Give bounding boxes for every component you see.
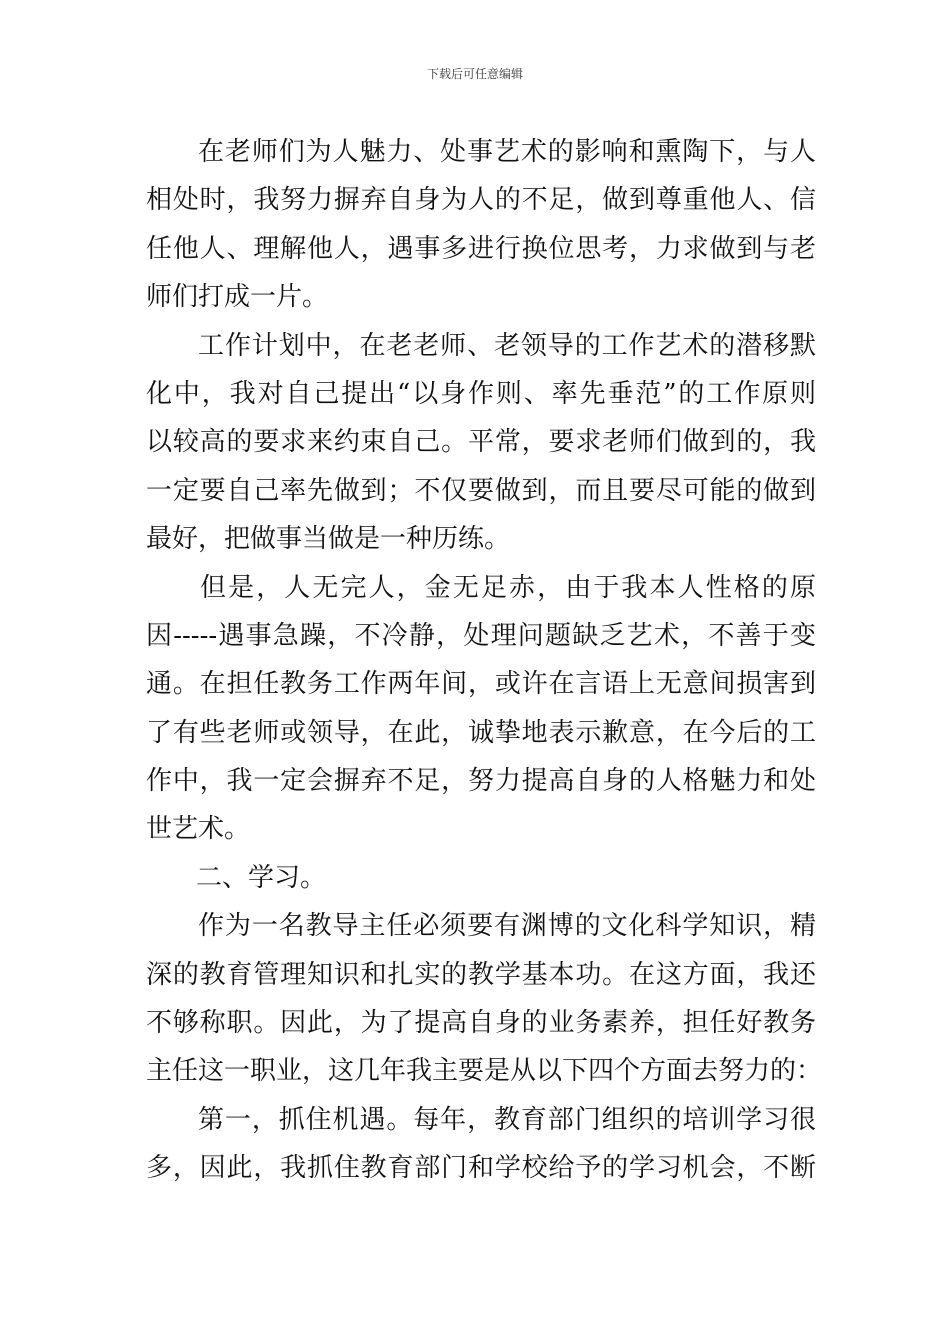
text-line: 最好，把做事当做是一种历练。 <box>146 524 511 555</box>
text-line: 以较高的要求来约束自己。平常，要求老师们做到的，我 <box>146 427 816 458</box>
text-line: 作为一名教导主任必须要有渊博的文化科学知识，精 <box>198 911 816 942</box>
text-line: 通。在担任教务工作两年间，或许在言语上无意间损害到 <box>146 669 816 700</box>
text-line: 了有些老师或领导，在此，诚挚地表示歉意，在今后的工 <box>146 717 816 748</box>
text-line: 第一，抓住机遇。每年，教育部门组织的培训学习很 <box>198 1104 816 1135</box>
text-line: 主任这一职业，这几年我主要是从以下四个方面去努力的： <box>146 1056 823 1087</box>
document-body <box>146 128 823 1193</box>
text-line: 深的教育管理知识和扎实的教学基本功。在这方面，我还 <box>146 959 816 990</box>
text-line: 多，因此，我抓住教育部门和学校给予的学习机会，不断 <box>146 1153 816 1184</box>
text-line: 工作计划中，在老老师、老领导的工作艺术的潜移默 <box>198 330 816 361</box>
text-line: 但是，人无完人，金无足赤，由于我本人性格的原 <box>200 572 816 603</box>
page-header: 下载后可任意编辑 <box>426 67 523 81</box>
text-line: 任他人、理解他人，遇事多进行换位思考，力求做到与老 <box>146 233 816 264</box>
text-line: 一定要自己率先做到；不仅要做到，而且要尽可能的做到 <box>146 475 816 506</box>
text-line: 师们打成一片。 <box>146 282 329 313</box>
text-line: 不够称职。因此，为了提高自身的业务素养，担任好教务 <box>146 1008 816 1039</box>
text-line: 化中，我对自己提出“以身作则、率先垂范”的工作原则 <box>146 378 816 409</box>
text-line: 作中，我一定会摒弃不足，努力提高自身的人格魅力和处 <box>146 766 816 797</box>
section-heading: 二、学习。 <box>196 862 327 893</box>
text-line: 世艺术。 <box>146 814 251 845</box>
text-line: 因-----遇事急躁，不冷静，处理问题缺乏艺术，不善于变 <box>146 620 816 651</box>
text-line: 相处时，我努力摒弃自身为人的不足，做到尊重他人、信 <box>146 185 816 216</box>
text-line: 在老师们为人魅力、处事艺术的影响和熏陶下，与人 <box>198 137 816 167</box>
